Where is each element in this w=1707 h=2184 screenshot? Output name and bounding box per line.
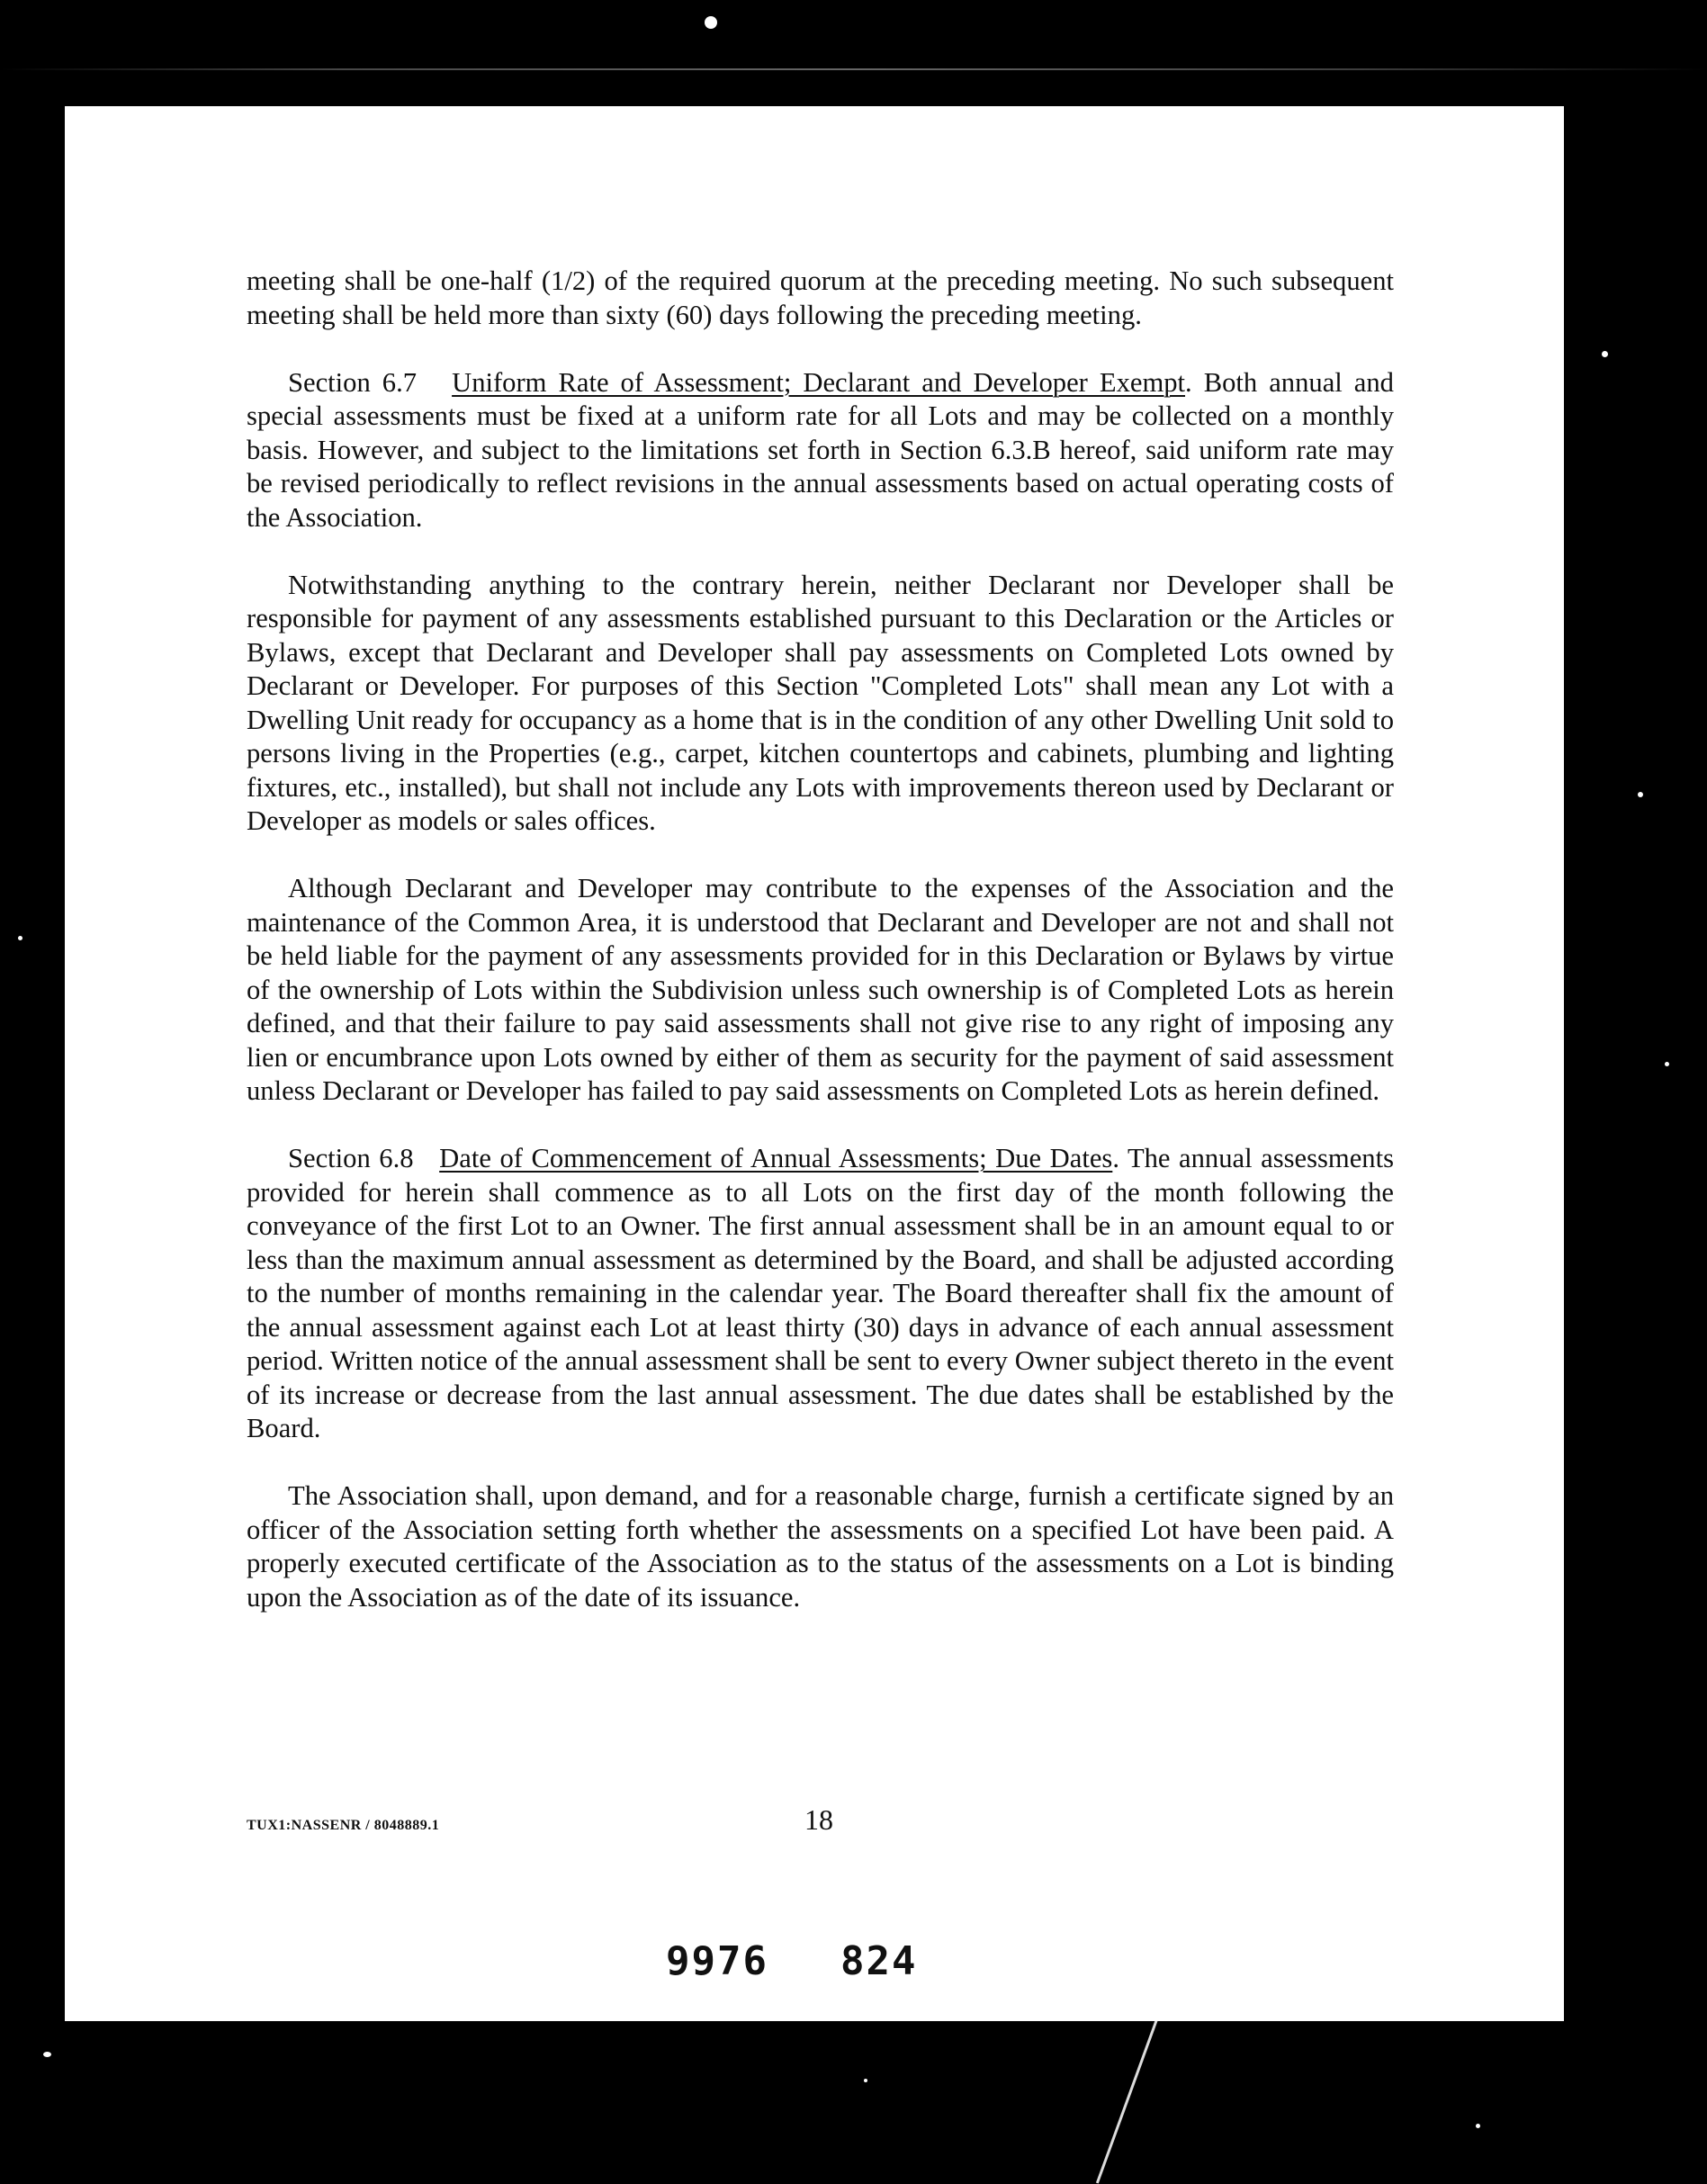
scan-speck <box>43 2052 51 2057</box>
paragraph-text: Although Declarant and Developer may contribute to the expenses of the Association and the maintenance of the Common Area, it is understood that Declarant and Developer are not and shall not be held liable for the payment of any assessments provided for in this Declaration or Bylaws by virtue of the ownership of Lots within the Subdivision unless such ownership is of Completed Lots as herein defined, and that their failure to pay said assessments shall not give rise to any right of imposing any lien or encumbrance upon Lots owned by either of them as security for the payment of said assessment unless Declarant or Developer has failed to pay said assessments on Completed Lots as herein defined. <box>247 873 1394 1106</box>
document-body <box>247 265 1394 1649</box>
paragraph-text: Notwithstanding anything to the contrary herein, neither Declarant nor Developer shall be responsible for payment of any assessments established pursuant to this Declaration or the Articles or Bylaws, except that Declarant and Developer shall pay assessments on Completed Lots owned by Declarant or Developer. For purposes of this Section "Completed Lots" shall mean any Lot with a Dwelling Unit ready for occupancy as a home that is in the condition of any other Dwelling Unit sold to persons living in the Properties (e.g., carpet, kitchen countertops and cabinets, plumbing and lighting fixtures, etc., installed), but shall not include any Lots with improvements thereon used by Declarant or Developer as models or sales offices. <box>247 569 1394 836</box>
scan-speck <box>705 16 717 29</box>
scan-speck <box>864 2079 867 2082</box>
paragraph-text: . Both annual and special assessments must be fixed at a uniform rate for all Lots and may be collected on a monthly basis. However, and subject to the limitations set forth in Section 6.3.B hereof, said uniform rate may be revised periodically to reflect revisions in the annual assessments based on actual operating costs of the Association. <box>247 366 1394 533</box>
page-number: 18 <box>804 1803 833 1836</box>
paragraph-text: meeting shall be one-half (1/2) of the required quorum at the preceding meeting. No such subsequent meeting shall be held more than sixty (60) days following the preceding meeting. <box>247 265 1394 330</box>
section-heading: Uniform Rate of Assessment; Declarant and Developer Exempt <box>452 366 1186 398</box>
recording-stamp <box>666 1938 917 1984</box>
paragraph-declarant-liability <box>247 872 1394 1109</box>
paragraph-section-6-8 <box>247 1142 1394 1446</box>
scan-edge-line <box>0 68 1707 70</box>
section-label: Section 6.7 <box>288 366 418 398</box>
scan-speck <box>18 936 22 940</box>
paragraph-text: . The annual assessments provided for herein shall commence as to all Lots on the first day of the month following the conveyance of the first Lot to an Owner. The first annual assessment shall be in an amount equal to or less than the maximum annual assessment as determined by the Board, and shall be adjusted according to the number of months remaining in the calendar year. The Board thereafter shall fix the amount of the annual assessment against each Lot at least thirty (30) days in advance of each annual assessment period. Written notice of the annual assessment shall be sent to every Owner subject thereto in the event of its increase or decrease from the last annual assessment. The due dates shall be established by the Board. <box>247 1143 1394 1443</box>
section-heading: Date of Commencement of Annual Assessments; Due Dates <box>439 1143 1113 1173</box>
footer-document-id: TUX1:NASSENR / 8048889.1 <box>247 1818 440 1833</box>
paragraph-text: The Association shall, upon demand, and for a reasonable charge, furnish a certificate signed by an officer of the Association setting forth whether the assessments on a specified Lot have been paid. A properly executed certificate of the Association as to the status of the assessments on a Lot is binding upon the Association as of the date of its issuance. <box>247 1480 1394 1613</box>
scan-speck <box>1602 351 1608 357</box>
scan-speck <box>1665 1062 1669 1066</box>
stamp-page-number: 824 <box>840 1938 918 1984</box>
scan-speck <box>1476 2124 1480 2128</box>
scan-speck <box>1638 792 1643 797</box>
document-page <box>65 106 1564 2021</box>
paragraph-completed-lots <box>247 569 1394 839</box>
paragraph-certificate <box>247 1479 1394 1614</box>
paragraph-section-6-7 <box>247 366 1394 535</box>
section-label: Section 6.8 <box>288 1143 414 1173</box>
paragraph-quorum-continuation <box>247 265 1394 332</box>
stamp-book-number: 9976 <box>666 1938 768 1984</box>
